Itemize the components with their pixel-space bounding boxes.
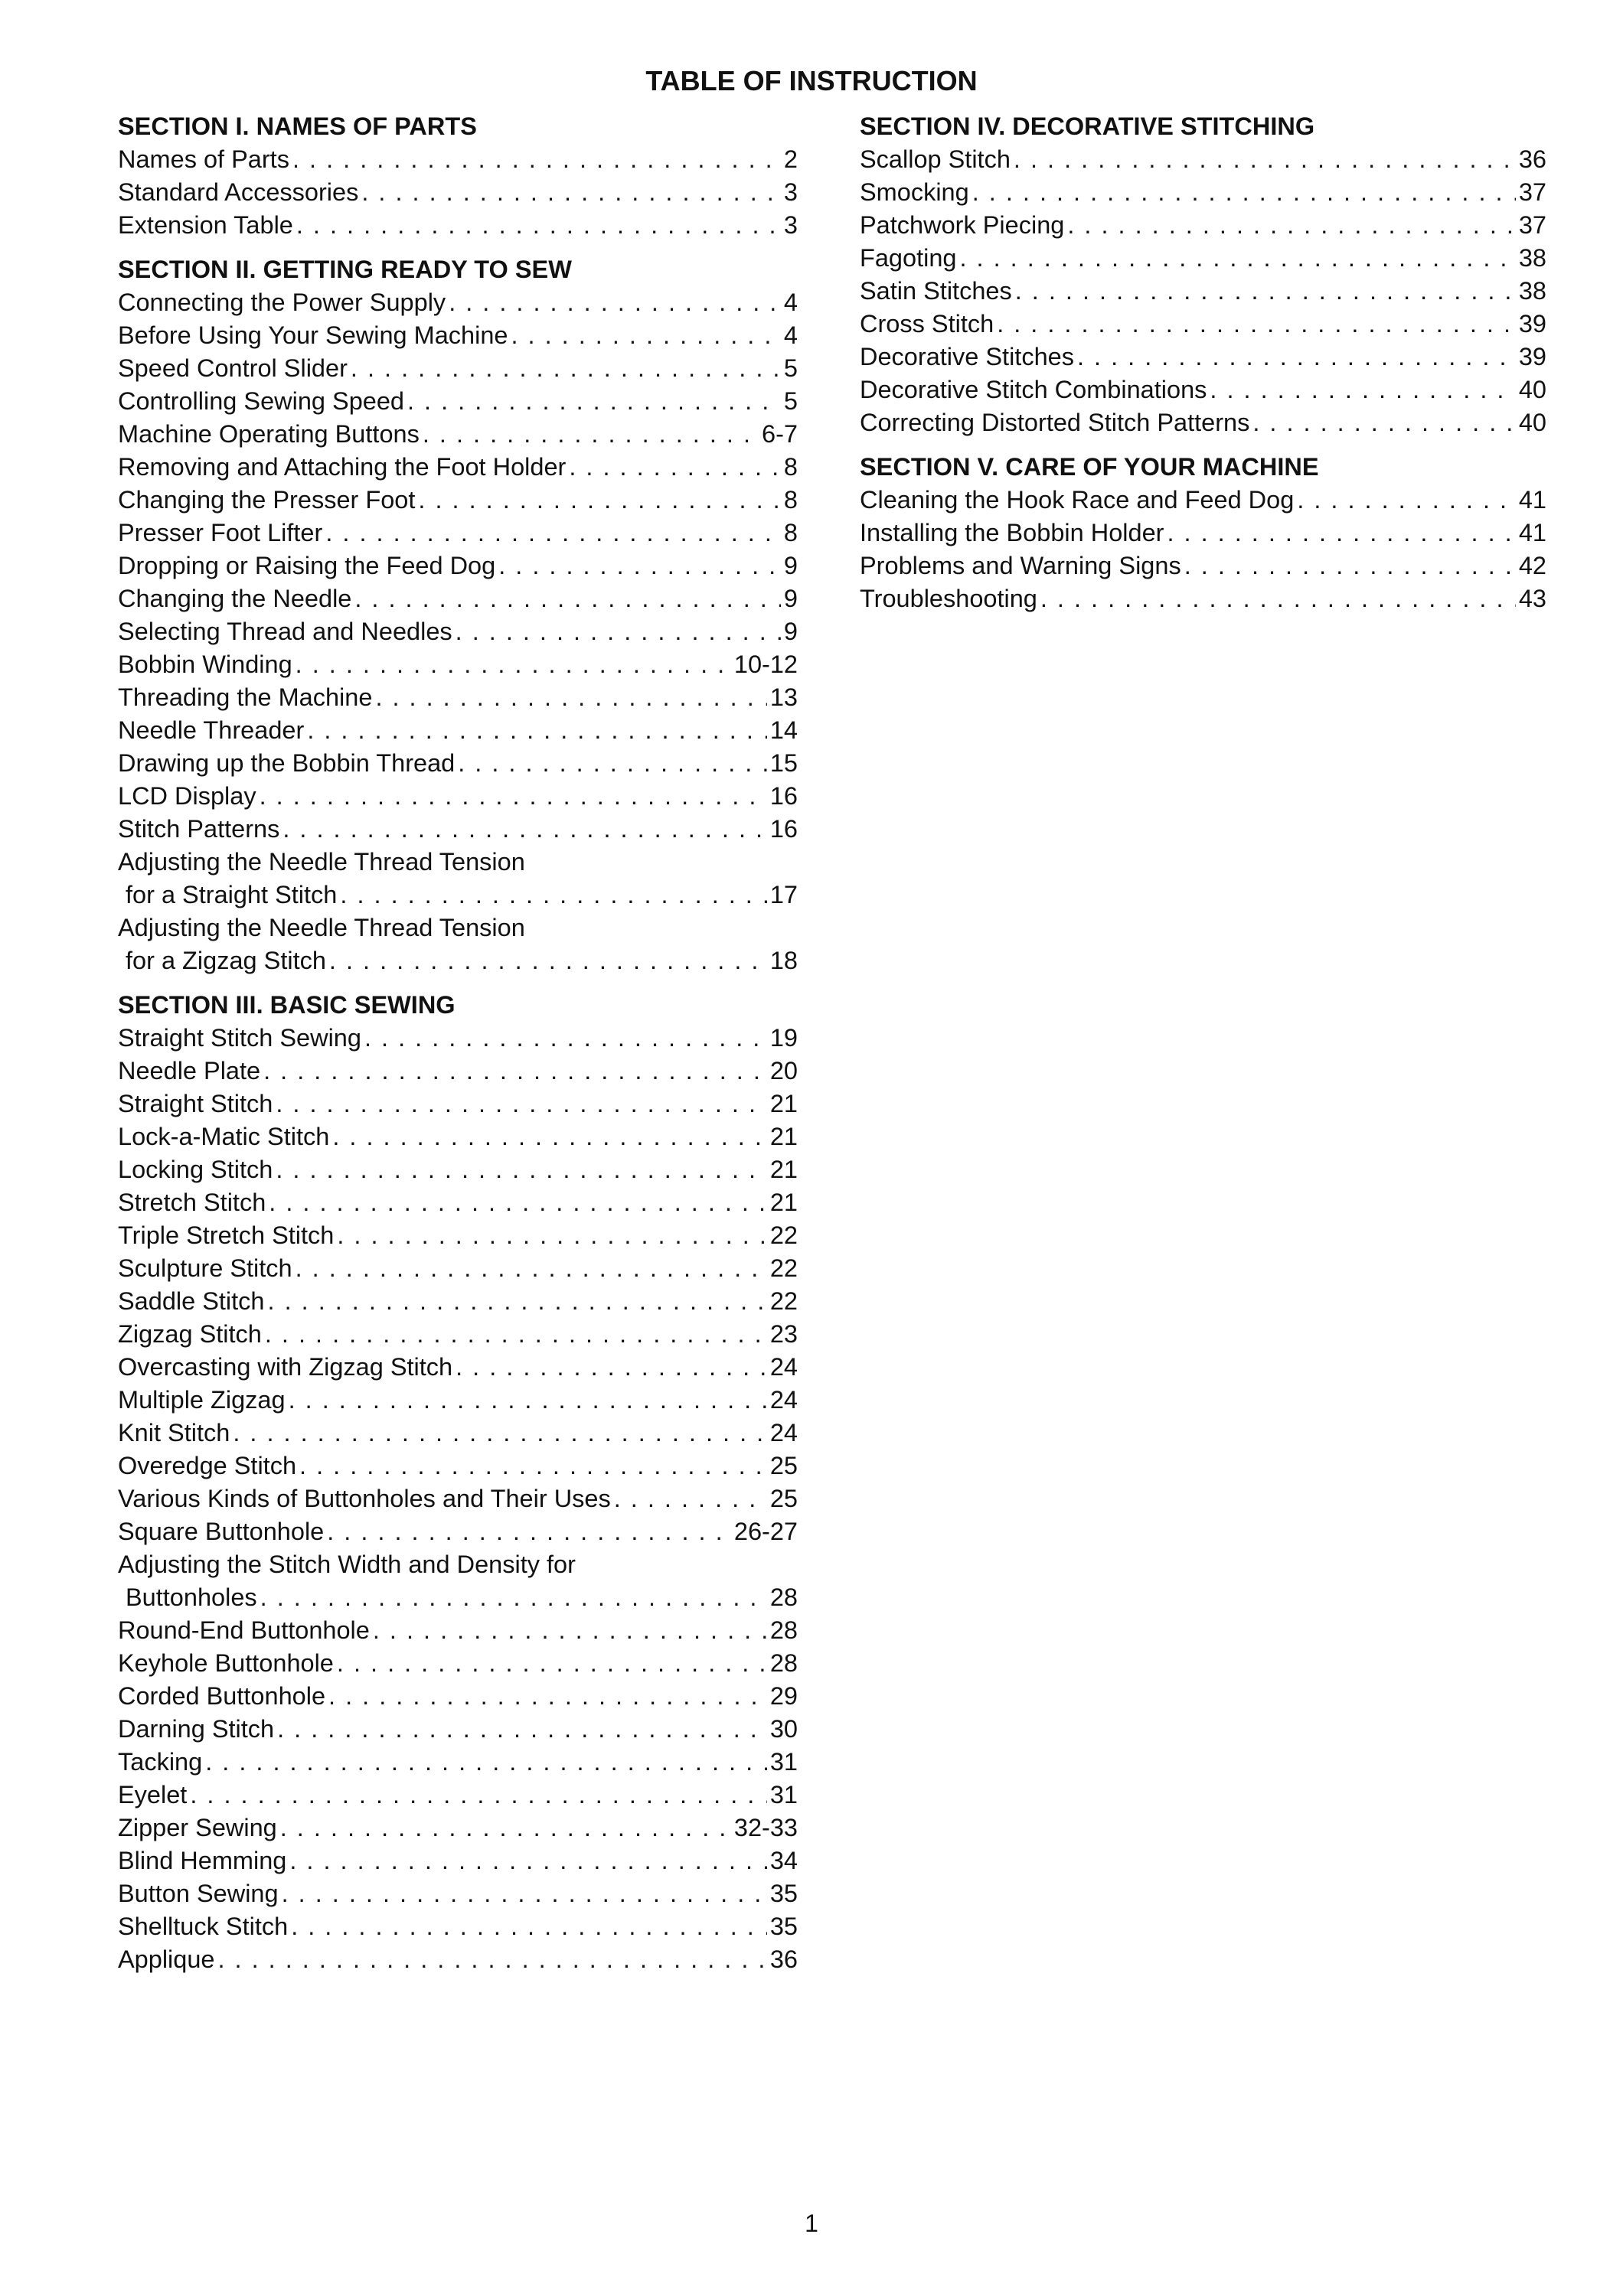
toc-entry-title: Blind Hemming (118, 1847, 287, 1874)
toc-entry-title: Adjusting the Needle Thread Tension (118, 914, 525, 941)
toc-entry (118, 1713, 798, 1746)
dot-leader (1014, 143, 1516, 176)
dot-leader (263, 1055, 767, 1088)
toc-entry-page: 13 (769, 683, 798, 711)
dot-leader (325, 517, 781, 550)
toc-entry-page: 28 (769, 1583, 798, 1611)
toc-entry-title: Zipper Sewing (118, 1814, 277, 1841)
toc-entry-page: 34 (769, 1847, 798, 1874)
dot-leader (218, 1943, 767, 1976)
toc-entry (118, 1943, 798, 1976)
toc-entry-page: 25 (769, 1485, 798, 1512)
toc-entry-title: Smocking (860, 178, 969, 206)
dot-leader (1015, 275, 1516, 308)
toc-entry-page: 38 (1518, 277, 1546, 305)
section-heading: SECTION I. NAMES OF PARTS (118, 113, 477, 140)
toc-entry (860, 275, 1546, 308)
toc-entry-page: 22 (769, 1221, 798, 1249)
toc-entry-title: Scallop Stitch (860, 145, 1011, 173)
toc-entry-page: 38 (1518, 244, 1546, 272)
toc-entry-page: 14 (769, 716, 798, 744)
toc-entry (860, 341, 1546, 373)
toc-entry (118, 1680, 798, 1713)
toc-entry-page: 5 (783, 354, 798, 382)
dot-leader (282, 813, 766, 846)
dot-leader (351, 352, 781, 385)
toc-entry-page: 21 (769, 1189, 798, 1216)
toc-entry-title: Selecting Thread and Needles (118, 618, 452, 645)
toc-entry-title: Tacking (118, 1748, 203, 1776)
toc-entry (118, 846, 798, 912)
toc-entry-title: Machine Operating Buttons (118, 420, 420, 448)
toc-entry-title: Applique (118, 1945, 215, 1973)
toc-entry-title: Triple Stretch Stitch (118, 1221, 335, 1249)
toc-entry (860, 373, 1546, 406)
toc-entry-page: 8 (783, 453, 798, 481)
dot-leader (260, 780, 767, 813)
toc-entry-page: 37 (1518, 178, 1546, 206)
toc-entry (118, 550, 798, 582)
toc-entry-page: 16 (769, 782, 798, 810)
dot-leader (511, 319, 780, 352)
toc-entry (118, 385, 798, 418)
toc-entry-title: Darning Stitch (118, 1715, 275, 1743)
toc-entry (118, 780, 798, 813)
toc-entry (118, 1877, 798, 1910)
toc-entry-page: 16 (769, 815, 798, 843)
toc-entry-title: Button Sewing (118, 1880, 279, 1907)
toc-entry (118, 176, 798, 209)
toc-entry (118, 1351, 798, 1384)
toc-entry-title: Locking Stitch (118, 1156, 273, 1183)
toc-entry-page: 8 (783, 486, 798, 514)
toc-entry-page: 4 (783, 321, 798, 349)
toc-entry-title: Knit Stitch (118, 1419, 230, 1446)
toc-entry-title-cont: for a Zigzag Stitch (126, 947, 326, 974)
toc-entry-title: Cleaning the Hook Race and Feed Dog (860, 486, 1295, 514)
toc-entry-title: Adjusting the Needle Thread Tension (118, 848, 525, 876)
toc-entry-title: Eyelet (118, 1781, 188, 1808)
toc-entry-page: 10-12 (733, 651, 798, 678)
dot-leader (332, 1120, 767, 1153)
dot-leader (569, 451, 781, 484)
toc-entry-title: Saddle Stitch (118, 1287, 265, 1315)
dot-leader (276, 1088, 767, 1120)
toc-entry-page: 25 (769, 1452, 798, 1479)
toc-entry (118, 1515, 798, 1548)
dot-leader (1297, 484, 1516, 517)
page-number: 1 (805, 2210, 818, 2237)
toc-entry-page: 2 (783, 145, 798, 173)
toc-entry-title: Drawing up the Bobbin Thread (118, 749, 456, 777)
toc-entry (118, 352, 798, 385)
toc-entry (118, 1417, 798, 1450)
toc-entry-title: Speed Control Slider (118, 354, 348, 382)
toc-entry-title: Stitch Patterns (118, 815, 280, 843)
dot-leader (205, 1746, 767, 1779)
toc-entry-title: Multiple Zigzag (118, 1386, 286, 1414)
toc-entry-title-cont: Buttonholes (126, 1583, 257, 1611)
toc-entry-title: Satin Stitches (860, 277, 1012, 305)
toc-entry-page: 6-7 (762, 420, 798, 448)
toc-entry (118, 912, 798, 977)
dot-leader (292, 143, 781, 176)
toc-entry-page: 30 (769, 1715, 798, 1743)
toc-entry-title: Problems and Warning Signs (860, 552, 1181, 579)
toc-entry-page: 21 (769, 1090, 798, 1117)
toc-entry (118, 1910, 798, 1943)
toc-entry (118, 747, 798, 780)
dot-leader (997, 308, 1516, 341)
dot-leader (296, 209, 781, 242)
toc-entry-page: 24 (769, 1353, 798, 1381)
toc-entry-title: Overedge Stitch (118, 1452, 297, 1479)
dot-leader (299, 1450, 767, 1482)
toc-entry (118, 319, 798, 352)
toc-entry-page: 36 (769, 1945, 798, 1973)
toc-entry (860, 550, 1546, 582)
toc-entry (118, 1812, 798, 1844)
toc-entry-title: Names of Parts (118, 145, 289, 173)
toc-entry-title: Cross Stitch (860, 310, 994, 338)
toc-entry-title: Controlling Sewing Speed (118, 387, 404, 415)
dot-leader (291, 1910, 767, 1943)
toc-entry (118, 418, 798, 451)
toc-entry-page: 20 (769, 1057, 798, 1084)
toc-entry-title: Patchwork Piecing (860, 211, 1065, 239)
toc-entry (860, 582, 1546, 615)
dot-leader (1210, 373, 1515, 406)
toc-entry (118, 681, 798, 714)
dot-leader (282, 1877, 767, 1910)
toc-entry (860, 209, 1546, 242)
toc-entry (860, 242, 1546, 275)
dot-leader (418, 484, 781, 517)
toc-left-column (118, 110, 798, 1988)
toc-entry (118, 1548, 798, 1614)
toc-entry (118, 286, 798, 319)
toc-entry-title: Straight Stitch Sewing (118, 1024, 361, 1052)
toc-entry (118, 1450, 798, 1482)
dot-leader (959, 242, 1515, 275)
toc-entry (118, 1055, 798, 1088)
toc-entry-page: 28 (769, 1616, 798, 1644)
dot-leader (423, 418, 759, 451)
dot-leader (190, 1779, 767, 1812)
toc-entry-title: Adjusting the Stitch Width and Density for (118, 1551, 576, 1578)
section-decorative-stitching (860, 110, 1546, 439)
toc-entry-page: 17 (769, 881, 798, 908)
toc-entry-page: 29 (769, 1682, 798, 1710)
toc-entry-page: 21 (769, 1156, 798, 1183)
dot-leader (327, 1515, 731, 1548)
dot-leader (277, 1713, 767, 1746)
toc-entry (118, 615, 798, 648)
toc-entry (118, 714, 798, 747)
dot-leader (456, 615, 781, 648)
dot-leader (456, 1351, 767, 1384)
toc-entry (118, 1779, 798, 1812)
toc-entry (118, 582, 798, 615)
dot-leader (328, 1680, 767, 1713)
toc-entry-page: 31 (769, 1781, 798, 1808)
dot-leader (1252, 406, 1515, 439)
toc-entry-page: 24 (769, 1419, 798, 1446)
toc-entry-page: 3 (783, 178, 798, 206)
toc-entry-title: Needle Plate (118, 1057, 261, 1084)
dot-leader (1167, 517, 1515, 550)
toc-entry-page: 24 (769, 1386, 798, 1414)
toc-entry (860, 143, 1546, 176)
toc-entry-title: Zigzag Stitch (118, 1320, 262, 1348)
toc-entry-page: 26-27 (733, 1518, 798, 1545)
toc-entry-title: Stretch Stitch (118, 1189, 266, 1216)
dot-leader (280, 1812, 731, 1844)
toc-entry-title: Overcasting with Zigzag Stitch (118, 1353, 453, 1381)
toc-entry-title: Various Kinds of Buttonholes and Their Uses (118, 1485, 611, 1512)
toc-entry-title: Extension Table (118, 211, 293, 239)
toc-entry-page: 4 (783, 289, 798, 316)
toc-entry (118, 1285, 798, 1318)
toc-entry-page: 5 (783, 387, 798, 415)
dot-leader (1040, 582, 1516, 615)
toc-entry-continuation (118, 944, 798, 977)
dot-leader (364, 1022, 767, 1055)
toc-entry-title: LCD Display (118, 782, 256, 810)
toc-entry-page: 35 (769, 1913, 798, 1940)
toc-entry-title: Fagoting (860, 244, 957, 272)
toc-entry (118, 1088, 798, 1120)
toc-entry (118, 1186, 798, 1219)
toc-entry (860, 308, 1546, 341)
dot-leader (614, 1482, 767, 1515)
toc-entry-page: 28 (769, 1649, 798, 1677)
toc-entry-title-cont: for a Straight Stitch (126, 881, 338, 908)
dot-leader (289, 1844, 766, 1877)
toc-entry-title: Decorative Stitch Combinations (860, 376, 1207, 403)
dot-leader (233, 1417, 767, 1450)
dot-leader (276, 1153, 767, 1186)
dot-leader (354, 582, 781, 615)
toc-entry-page: 41 (1518, 519, 1546, 546)
toc-entry (118, 1844, 798, 1877)
dot-leader (375, 681, 766, 714)
section-heading: SECTION IV. DECORATIVE STITCHING (860, 113, 1315, 140)
toc-entry-page: 39 (1518, 343, 1546, 370)
toc-entry-title: Dropping or Raising the Feed Dog (118, 552, 496, 579)
toc-entry-title: Troubleshooting (860, 585, 1037, 612)
section-care-of-your-machine (860, 451, 1546, 615)
toc-entry-page: 9 (783, 552, 798, 579)
toc-entry-page: 8 (783, 519, 798, 546)
toc-entry (118, 1746, 798, 1779)
dot-leader (337, 1647, 767, 1680)
toc-entry (118, 1219, 798, 1252)
toc-entry (118, 1384, 798, 1417)
toc-entry-title: Corded Buttonhole (118, 1682, 326, 1710)
toc-entry-title: Sculpture Stitch (118, 1254, 292, 1282)
dot-leader (972, 176, 1516, 209)
toc-entry-title: Removing and Attaching the Foot Holder (118, 453, 567, 481)
toc-entry-page: 32-33 (733, 1814, 798, 1841)
toc-entry-title: Shelltuck Stitch (118, 1913, 289, 1940)
dot-leader (296, 648, 731, 681)
dot-leader (458, 747, 767, 780)
toc-entry-page: 35 (769, 1880, 798, 1907)
toc-entry (118, 648, 798, 681)
toc-entry-title: Needle Threader (118, 716, 305, 744)
toc-entry-title: Changing the Needle (118, 585, 352, 612)
toc-entry-page: 9 (783, 618, 798, 645)
toc-entry (118, 1252, 798, 1285)
dot-leader (337, 1219, 766, 1252)
toc-entry-title: Keyhole Buttonhole (118, 1649, 334, 1677)
toc-entry-page: 3 (783, 211, 798, 239)
toc-entry-title: Straight Stitch (118, 1090, 273, 1117)
dot-leader (260, 1581, 767, 1614)
toc-entry-page: 43 (1518, 585, 1546, 612)
dot-leader (1077, 341, 1516, 373)
toc-entry (118, 1153, 798, 1186)
page-title: TABLE OF INSTRUCTION (645, 65, 978, 96)
toc-entry-title: Before Using Your Sewing Machine (118, 321, 508, 349)
section-basic-sewing (118, 989, 798, 1976)
toc-entry-page: 37 (1518, 211, 1546, 239)
toc-entry (118, 451, 798, 484)
toc-entry (860, 176, 1546, 209)
toc-entry (860, 484, 1546, 517)
dot-leader (498, 550, 781, 582)
toc-entry-page: 22 (769, 1254, 798, 1282)
dot-leader (268, 1285, 767, 1318)
dot-leader (329, 944, 767, 977)
dot-leader (307, 714, 767, 747)
dot-leader (269, 1186, 767, 1219)
toc-entry (118, 1318, 798, 1351)
toc-entry (118, 1647, 798, 1680)
dot-leader (296, 1252, 767, 1285)
toc-entry-page: 23 (769, 1320, 798, 1348)
toc-entry-title: Round-End Buttonhole (118, 1616, 370, 1644)
section-heading: SECTION III. BASIC SEWING (118, 991, 456, 1019)
toc-entry (118, 517, 798, 550)
toc-entry-page: 31 (769, 1748, 798, 1776)
dot-leader (449, 286, 781, 319)
toc-entry-title: Installing the Bobbin Holder (860, 519, 1164, 546)
toc-entry-title: Changing the Presser Foot (118, 486, 416, 514)
toc-entry-title: Threading the Machine (118, 683, 373, 711)
toc-entry-page: 19 (769, 1024, 798, 1052)
toc-entry-title: Decorative Stitches (860, 343, 1074, 370)
toc-entry-page: 42 (1518, 552, 1546, 579)
toc-entry (118, 1482, 798, 1515)
toc-entry-title: Bobbin Winding (118, 651, 292, 678)
section-names-of-parts (118, 110, 798, 242)
toc-entry-page: 9 (783, 585, 798, 612)
section-heading: SECTION II. GETTING READY TO SEW (118, 256, 572, 283)
section-getting-ready-to-sew (118, 253, 798, 977)
toc-entry-page: 22 (769, 1287, 798, 1315)
toc-entry-continuation (118, 879, 798, 912)
toc-entry (118, 209, 798, 242)
toc-entry (860, 406, 1546, 439)
toc-right-column (860, 110, 1546, 627)
toc-entry (118, 813, 798, 846)
toc-entry (118, 1022, 798, 1055)
toc-entry (118, 143, 798, 176)
toc-entry-title: Correcting Distorted Stitch Patterns (860, 409, 1250, 436)
toc-entry (860, 517, 1546, 550)
toc-entry-page: 36 (1518, 145, 1546, 173)
dot-leader (289, 1384, 767, 1417)
toc-entry-page: 18 (769, 947, 798, 974)
toc-entry-title: Square Buttonhole (118, 1518, 325, 1545)
toc-entry-title: Lock-a-Matic Stitch (118, 1123, 330, 1150)
toc-entry-page: 41 (1518, 486, 1546, 514)
dot-leader (340, 879, 766, 912)
toc-entry-page: 39 (1518, 310, 1546, 338)
dot-leader (1184, 550, 1516, 582)
toc-entry (118, 484, 798, 517)
toc-entry-page: 15 (769, 749, 798, 777)
dot-leader (373, 1614, 767, 1647)
dot-leader (1067, 209, 1515, 242)
toc-entry (118, 1614, 798, 1647)
dot-leader (265, 1318, 767, 1351)
section-heading: SECTION V. CARE OF YOUR MACHINE (860, 453, 1319, 481)
toc-entry-continuation (118, 1581, 798, 1614)
toc-entry-title: Presser Foot Lifter (118, 519, 323, 546)
dot-leader (407, 385, 781, 418)
toc-entry-title: Standard Accessories (118, 178, 359, 206)
toc-entry (118, 1120, 798, 1153)
toc-entry-page: 21 (769, 1123, 798, 1150)
toc-entry-page: 40 (1518, 376, 1546, 403)
toc-entry-title: Connecting the Power Supply (118, 289, 446, 316)
toc-entry-page: 40 (1518, 409, 1546, 436)
dot-leader (361, 176, 781, 209)
